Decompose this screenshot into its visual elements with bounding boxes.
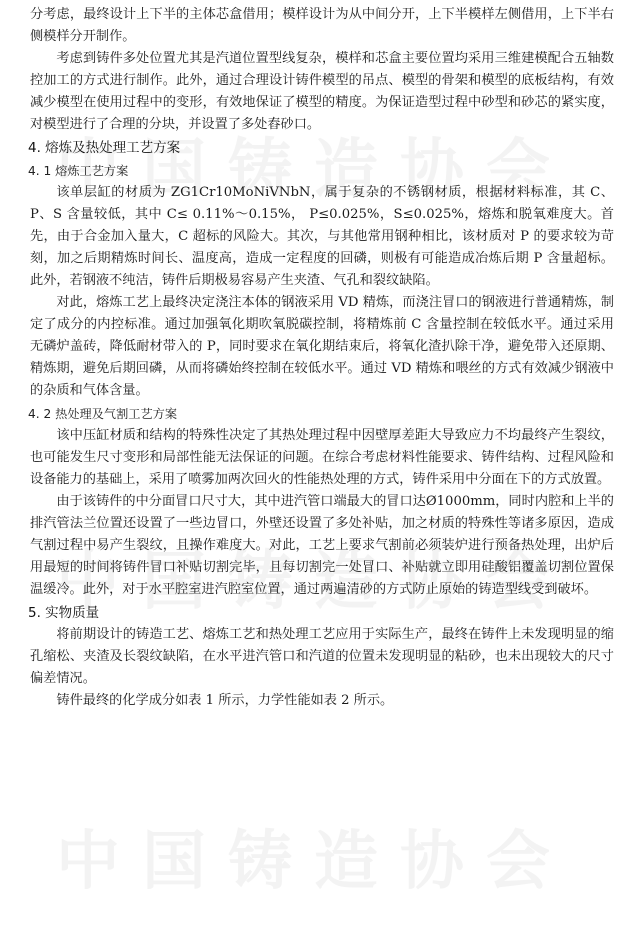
paragraph: 考虑到铸件多处位置尤其是汽道位置型线复杂，模样和芯盒主要位置均采用三维建模配合五轴数控加工的方式进行制作。此外，通过合理设计铸件模型的吊点、模型的骨架和模型的底板结构，有效减少模型在使用过程中的变形，有效地保证了模型的精度。为保证造型过程中砂型和砂芯的紧实度，对模型进行了合理的分块，并设置了多处舂砂口。: [30, 51, 614, 132]
watermark-text: [0, 810, 628, 902]
document-page: [30, 4, 614, 712]
paragraph: 该单层缸的材质为 ZG1Cr10MoNiVNbN，属于复杂的不锈钢材质，根据材料标准，其 C、P、S 含量较低，其中 C≤ 0.11%～0.15%， P≤0.025%，S≤0.025%，熔炼和脱氧难度大。首先，由于合金加入量大，C 超标的风险大。其次，与其他常用钢种相比，该材质对 P 的要求较为苛刻，加之后期精炼时间长、温度高，造成一定程度的回磷，则极有可能造成冶炼后期 P 含量超标。此外，若钢液不纯洁，铸件后期极易容易产生夹渣、气孔和裂纹缺陷。: [30, 185, 614, 288]
paragraph: 铸件最终的化学成分如表 1 所示，力学性能如表 2 所示。: [56, 693, 394, 708]
paragraph: 该中压缸材质和结构的特殊性决定了其热处理过程中因壁厚差距大导致应力不均最终产生裂纹，也可能发生尺寸变形和局部性能无法保证的问题。在综合考虑材料性能要求、铸件结构、过程风险和设备能力的基础上，采用了喷雾加两次回火的性能热处理的方式，铸件采用中分面在下的方式放置。: [30, 428, 614, 487]
section-heading: 4. 熔炼及热处理工艺方案: [28, 140, 181, 156]
subsection-heading: 4. 1 熔炼工艺方案: [28, 164, 129, 178]
paragraph: 对此，熔炼工艺上最终决定浇注本体的钢液采用 VD 精炼，而浇注冒口的钢液进行普通精炼，制定了成分的内控标准。通过加强氧化期吹氧脱碳控制，将精炼前 C 含量控制在较低水平。通过采用无磷炉盖砖，降低耐材带入的 P，同时要求在氧化期结束后，将氧化渣扒除干净，避免带入还原期、精炼期，避免后期回磷，从而将磷始终控制在较低水平。通过 VD 精炼和喂丝的方式有效减少钢液中的杂质和气体含量。: [30, 295, 614, 398]
paragraph: 分考虑，最终设计上下半的主体芯盒借用；模样设计为从中间分开，上下半模样左侧借用，上下半右侧模样分开制作。: [30, 7, 614, 44]
paragraph: 将前期设计的铸造工艺、熔炼工艺和热处理工艺应用于实际生产，最终在铸件上未发现明显的缩孔缩松、夹渣及长裂纹缺陷，在水平进汽管口和汽道的位置未发现明显的粘砂，也未出现较大的尺寸偏差情况。: [30, 627, 614, 686]
section-heading: 5. 实物质量: [28, 605, 100, 621]
paragraph: 由于该铸件的中分面冒口尺寸大，其中进汽管口端最大的冒口达Ø1000mm，同时内腔和上半的排汽管法兰位置还设置了一些边冒口，外壁还设置了多处补贴，加之材质的特殊性等诸多原因，造成气割过程中易产生裂纹，且操作难度大。对此，工艺上要求气割前必须装炉进行预备热处理，出炉后用最短的时间将铸件冒口补贴切割完毕，且每切割完一处冒口、补贴就立即用硅酸铝覆盖切割位置保温缓冷。此外，对于水平腔室进汽腔室位置，通过两遍清砂的方式防止原始的铸造型线受到破坏。: [30, 494, 614, 597]
subsection-heading: 4. 2 热处理及气割工艺方案: [28, 407, 178, 421]
